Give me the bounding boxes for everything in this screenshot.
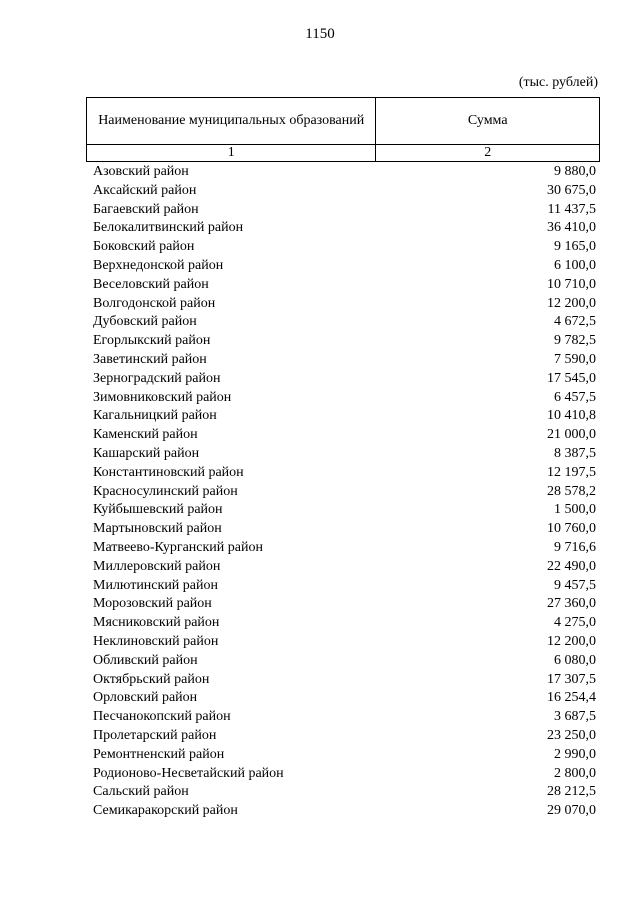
table-row — [93, 389, 596, 408]
units-label: (тыс. рублей) — [518, 75, 598, 90]
municipality-name: Семикаракорский район — [93, 803, 238, 819]
amount-value: 2 990,0 — [554, 746, 596, 762]
table-row — [93, 783, 596, 802]
amount-value: 4 275,0 — [554, 615, 596, 631]
amount-value: 12 200,0 — [547, 633, 596, 649]
municipality-name: Родионово-Несветайский район — [93, 765, 284, 781]
amount-value: 9 782,5 — [554, 333, 596, 349]
municipality-name: Волгодонской район — [93, 295, 216, 311]
municipality-name: Егорлыкский район — [93, 333, 211, 349]
amount-value: 9 880,0 — [554, 164, 596, 179]
table-row — [93, 501, 596, 520]
amount-value: 9 165,0 — [554, 239, 596, 255]
municipality-name: Мясниковский район — [93, 615, 220, 631]
amount-value: 16 254,4 — [547, 690, 596, 706]
table-row — [93, 802, 596, 821]
table-row — [93, 708, 596, 727]
municipality-name: Обливский район — [93, 652, 198, 668]
column-number-1: 1 — [87, 145, 376, 162]
municipality-name: Зимовниковский район — [93, 389, 232, 405]
amount-value: 23 250,0 — [547, 727, 596, 743]
amount-value: 6 100,0 — [554, 257, 596, 273]
table-row — [93, 313, 596, 332]
amount-value: 27 360,0 — [547, 596, 596, 612]
amount-value: 9 716,6 — [554, 539, 596, 555]
municipality-name: Кашарский район — [93, 445, 200, 461]
column-header-name: Наименование муниципальных образований — [87, 98, 376, 145]
table-row — [93, 182, 596, 201]
municipality-name: Азовский район — [93, 164, 189, 179]
table-row — [93, 201, 596, 220]
municipality-name: Веселовский район — [93, 276, 209, 292]
table-row — [93, 746, 596, 765]
amount-value: 12 200,0 — [547, 295, 596, 311]
page-number: 1150 — [305, 26, 335, 42]
table-row — [93, 238, 596, 257]
table-row — [93, 257, 596, 276]
municipality-name: Каменский район — [93, 427, 198, 443]
table-row — [93, 577, 596, 596]
amount-value: 12 197,5 — [547, 464, 596, 480]
amount-value: 4 672,5 — [554, 314, 596, 330]
amount-value: 10 410,8 — [547, 408, 596, 424]
amount-value: 2 800,0 — [554, 765, 596, 781]
table-row — [93, 652, 596, 671]
table-row — [93, 426, 596, 445]
amount-value: 30 675,0 — [547, 182, 596, 198]
table-row — [93, 689, 596, 708]
municipality-name: Ремонтненский район — [93, 746, 225, 762]
municipality-name: Мартыновский район — [93, 521, 222, 537]
amount-value: 17 545,0 — [547, 370, 596, 386]
amount-value: 29 070,0 — [547, 803, 596, 819]
municipality-name: Красносулинский район — [93, 483, 238, 499]
municipality-name: Орловский район — [93, 690, 198, 706]
municipality-name: Матвеево-Курганский район — [93, 539, 263, 555]
amount-value: 36 410,0 — [547, 220, 596, 236]
table-row — [93, 558, 596, 577]
amount-value: 17 307,5 — [547, 671, 596, 687]
municipality-name: Багаевский район — [93, 201, 199, 217]
municipality-name: Сальский район — [93, 784, 189, 800]
municipality-name: Белокалитвинский район — [93, 220, 244, 236]
table-header — [86, 97, 600, 162]
table-row — [93, 276, 596, 295]
table-row — [93, 370, 596, 389]
table-row — [93, 595, 596, 614]
amount-value: 21 000,0 — [547, 427, 596, 443]
municipality-name: Боковский район — [93, 239, 195, 255]
table-row — [93, 295, 596, 314]
table-row — [93, 219, 596, 238]
municipality-name: Куйбышевский район — [93, 502, 223, 518]
table-row — [93, 163, 596, 182]
municipality-name: Кагальницкий район — [93, 408, 217, 424]
municipality-name: Октябрьский район — [93, 671, 210, 687]
amount-value: 11 437,5 — [547, 201, 596, 217]
table-row — [93, 539, 596, 558]
amount-value: 8 387,5 — [554, 445, 596, 461]
table-row — [93, 765, 596, 784]
municipality-name: Заветинский район — [93, 351, 207, 367]
amount-value: 7 590,0 — [554, 351, 596, 367]
table-row — [93, 483, 596, 502]
table-row — [93, 445, 596, 464]
amount-value: 28 212,5 — [547, 784, 596, 800]
municipality-name: Милютинский район — [93, 577, 219, 593]
municipality-name: Неклиновский район — [93, 633, 219, 649]
amount-value: 6 457,5 — [554, 389, 596, 405]
amount-value: 9 457,5 — [554, 577, 596, 593]
municipality-name: Аксайский район — [93, 182, 197, 198]
amount-value: 3 687,5 — [554, 709, 596, 725]
amount-value: 1 500,0 — [554, 502, 596, 518]
municipality-name: Константиновский район — [93, 464, 244, 480]
table-row — [93, 727, 596, 746]
table-row — [93, 332, 596, 351]
municipality-name: Зерноградский район — [93, 370, 221, 386]
amount-value: 6 080,0 — [554, 652, 596, 668]
column-header-sum: Сумма — [376, 98, 600, 145]
column-number-2: 2 — [376, 145, 600, 162]
table-row — [93, 351, 596, 370]
municipality-name: Дубовский район — [93, 314, 197, 330]
table-body — [93, 163, 596, 821]
municipality-name: Миллеровский район — [93, 558, 221, 574]
amount-value: 28 578,2 — [547, 483, 596, 499]
table-row — [93, 614, 596, 633]
municipality-name: Пролетарский район — [93, 727, 217, 743]
municipality-name: Песчанокопский район — [93, 709, 231, 725]
table-row — [93, 633, 596, 652]
amount-value: 22 490,0 — [547, 558, 596, 574]
municipality-name: Морозовский район — [93, 596, 212, 612]
amount-value: 10 760,0 — [547, 521, 596, 537]
table-row — [93, 464, 596, 483]
table-row — [93, 671, 596, 690]
municipality-name: Верхнедонской район — [93, 257, 224, 273]
amount-value: 10 710,0 — [547, 276, 596, 292]
table-row — [93, 520, 596, 539]
table-row — [93, 407, 596, 426]
